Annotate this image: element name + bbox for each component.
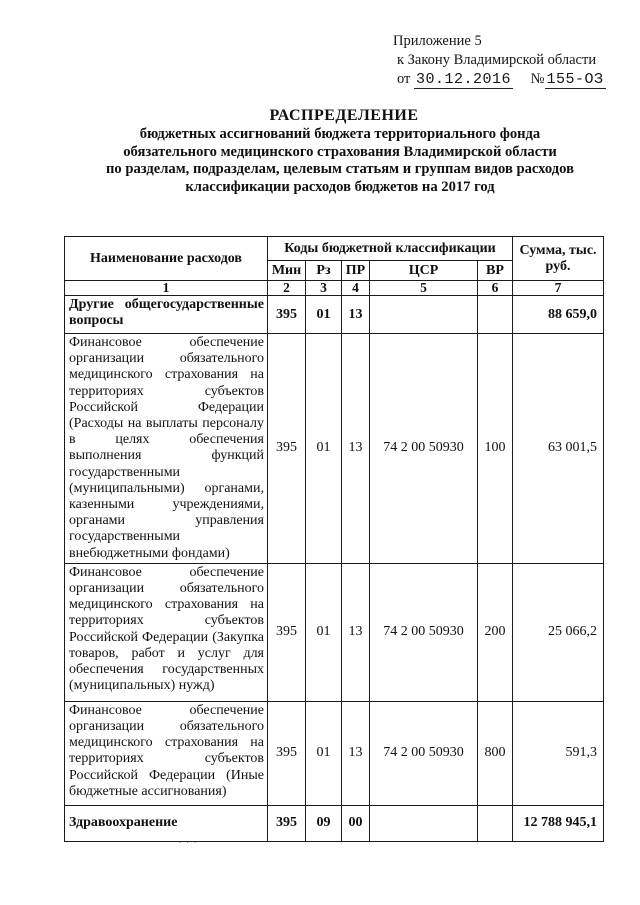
row-min: 395 [268,563,306,701]
table-row [65,805,604,841]
row-name: Финансовое обеспечение организации обязательного медицинского страхования на территориях субъектов Российской Федерации (Расходы на выплаты персоналу в целях обеспечения выполнения функций государственными (муниципальными) органами, казенными учреждениями, органами управления государственными внебюджетными фондами) [65,334,268,564]
row-csr: 74 2 00 50930 [370,334,478,564]
row-rz: 01 [306,296,342,334]
appendix-line-1: Приложение 5 [393,33,482,49]
title-main: РАСПРЕДЕЛЕНИЕ [269,107,419,124]
column-number: 6 [478,281,513,296]
row-name: Здравоохранение [65,805,268,841]
column-number-row [65,281,604,296]
row-name: Финансовое обеспечение организации обязательного медицинского страхования на территориях субъектов Российской Федерации (Закупка товаров, работ и услуг для обеспечения государственных (муниципальных) нужд) [65,563,268,701]
row-pr: 13 [342,701,370,805]
row-csr: 74 2 00 50930 [370,563,478,701]
row-vr [478,296,513,334]
title-line-1: бюджетных ассигнований бюджета территориального фонда [139,126,541,142]
column-number: 5 [370,281,478,296]
header-name: Наименование расходов [65,237,268,281]
row-vr: 800 [478,701,513,805]
header-min: Мин [268,261,306,281]
title-line-3: по разделам, подразделам, целевым статьям и группам видов расходов [106,161,574,177]
row-min: 395 [268,296,306,334]
column-number: 2 [268,281,306,296]
header-pr: ПР [342,261,370,281]
header-rz: Рз [306,261,342,281]
row-sum: 88 659,0 [513,296,604,334]
row-pr: 13 [342,563,370,701]
row-rz: 01 [306,563,342,701]
row-min: 395 [268,701,306,805]
row-rz: 01 [306,701,342,805]
column-number: 3 [306,281,342,296]
row-min: 395 [268,334,306,564]
appendix-number: 155-ОЗ [546,71,604,88]
row-pr: 13 [342,334,370,564]
header-sum: Сумма, тыс. руб. [513,237,604,281]
row-pr: 13 [342,296,370,334]
header-csr: ЦСР [370,261,478,281]
appendix-date: 30.12.2016 [416,71,512,88]
budget-table [64,236,604,842]
row-rz: 09 [306,805,342,841]
column-number: 4 [342,281,370,296]
row-csr [370,805,478,841]
appendix-number-label: № [530,71,545,87]
appendix-line-2: к Закону Владимирской области [397,52,597,68]
title-line-4: классификации расходов бюджетов на 2017 год [185,178,495,195]
header-vr: ВР [478,261,513,281]
row-vr: 200 [478,563,513,701]
appendix-from-label: от [397,71,411,87]
appendix-header [393,32,606,89]
table-row [65,296,604,334]
title-line-2: обязательного медицинского страхования Владимирской области [123,143,557,160]
row-sum: 12 788 945,1 [513,805,604,841]
column-number: 1 [65,281,268,296]
row-sum: 63 001,5 [513,334,604,564]
row-rz: 01 [306,334,342,564]
header-codes-group: Коды бюджетной классификации [268,237,513,261]
appendix-line-3 [397,70,606,89]
row-vr [478,805,513,841]
scan-artifact: · · · [178,838,198,849]
row-min: 395 [268,805,306,841]
row-name: Финансовое обеспечение организации обязательного медицинского страхования на территориях субъектов Российской Федерации (Иные бюджетные ассигнования) [65,701,268,805]
column-number: 7 [513,281,604,296]
row-csr [370,296,478,334]
row-vr: 100 [478,334,513,564]
row-name: Другие общегосударственные вопросы [65,296,268,334]
document-title [60,106,620,196]
row-pr: 00 [342,805,370,841]
table-row [65,701,604,805]
table-row [65,334,604,564]
row-sum: 591,3 [513,701,604,805]
row-csr: 74 2 00 50930 [370,701,478,805]
row-sum: 25 066,2 [513,563,604,701]
table-row [65,563,604,701]
